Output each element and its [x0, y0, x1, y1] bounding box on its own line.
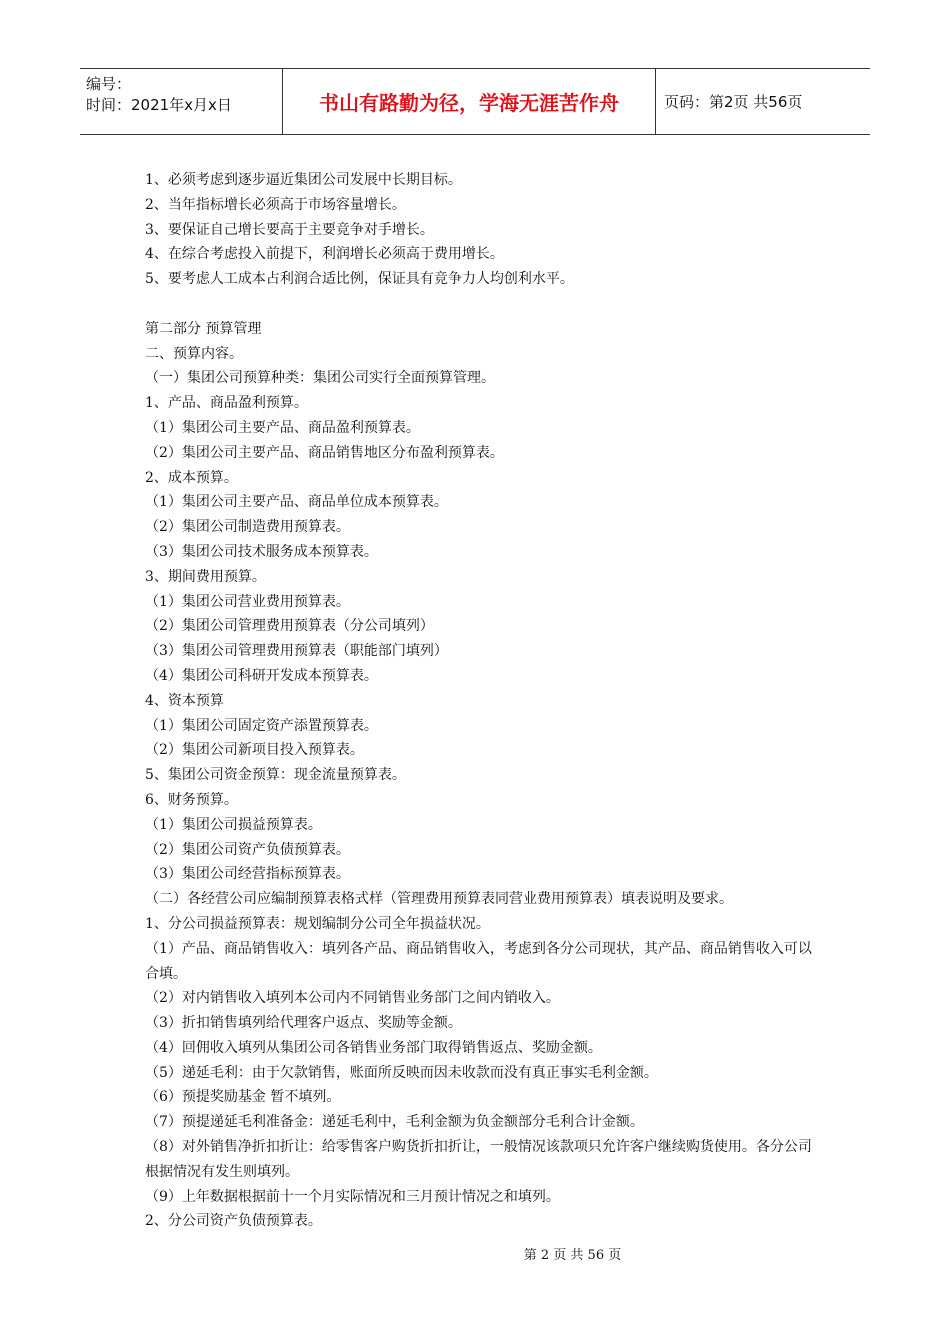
header-meta — [80, 69, 283, 134]
paragraph: （2）对内销售收入填列本公司内不同销售业务部门之间内销收入。 — [145, 990, 560, 1007]
paragraph: （2）集团公司主要产品、商品销售地区分布盈利预算表。 — [145, 444, 504, 461]
paragraph: （4）回佣收入填列从集团公司各销售业务部门取得销售返点、奖励金额。 — [145, 1039, 602, 1056]
paragraph: 4、资本预算 — [145, 692, 224, 709]
paragraph: （二）各经营公司应编制预算表格式样（管理费用预算表同营业费用预算表）填表说明及要求。 — [145, 891, 733, 908]
paragraph: （1）集团公司主要产品、商品盈利预算表。 — [145, 419, 420, 436]
paragraph: 2、成本预算。 — [145, 469, 238, 486]
paragraph: 1、产品、商品盈利预算。 — [145, 395, 308, 412]
document-body — [145, 168, 815, 1234]
paragraph: （3）折扣销售填列给代理客户返点、奖励等金额。 — [145, 1015, 462, 1032]
paragraph: 3、期间费用预算。 — [145, 568, 266, 585]
paragraph: （2）集团公司制造费用预算表。 — [145, 519, 350, 536]
header-page-info: 页码：第2页 共56页 — [664, 93, 803, 111]
spacer — [145, 292, 815, 317]
paragraph: 5、要考虑人工成本占利润合适比例，保证具有竞争力人均创利水平。 — [145, 271, 574, 288]
paragraph: （一）集团公司预算种类：集团公司实行全面预算管理。 — [145, 370, 495, 387]
paragraph: 5、集团公司资金预算：现金流量预算表。 — [145, 767, 406, 784]
paragraph: （5）递延毛利：由于欠款销售，账面所反映而因未收款而没有真正事实毛利金额。 — [145, 1064, 658, 1081]
paragraph: （1）集团公司固定资产添置预算表。 — [145, 717, 378, 734]
paragraph: （8）对外销售净折扣折让：给零售客户购货折扣折让，一般情况该款项只允许客户继续购货使用。各分公司根据情况有发生则填列。 — [145, 1139, 812, 1180]
paragraph: （3）集团公司技术服务成本预算表。 — [145, 543, 378, 560]
paragraph: 2、当年指标增长必须高于市场容量增长。 — [145, 196, 406, 213]
page-footer — [0, 1244, 950, 1263]
paragraph: （4）集团公司科研开发成本预算表。 — [145, 667, 378, 684]
document-date-label: 时间：2021年x月x日 — [86, 96, 232, 114]
document-number-label: 编号： — [86, 75, 132, 93]
paragraph: （9）上年数据根据前十一个月实际情况和三月预计情况之和填列。 — [145, 1188, 560, 1205]
paragraph: 1、分公司损益预算表：规划编制分公司全年损益状况。 — [145, 915, 490, 932]
paragraph: （1）产品、商品销售收入：填列各产品、商品销售收入，考虑到各分公司现状，其产品、商品销售收入可以合填。 — [145, 940, 812, 982]
paragraph: 二、预算内容。 — [145, 345, 243, 362]
page-header — [80, 68, 870, 135]
paragraph: （1）集团公司营业费用预算表。 — [145, 593, 350, 610]
paragraph: 1、必须考虑到逐步逼近集团公司发展中长期目标。 — [145, 172, 462, 188]
paragraph: （7）预提递延毛利准备金：递延毛利中，毛利金额为负金额部分毛利合计金额。 — [145, 1114, 644, 1131]
header-slogan: 书山有路勤为径，学海无涯苦作舟 — [283, 69, 656, 134]
paragraph: （2）集团公司新项目投入预算表。 — [145, 742, 364, 759]
paragraph: （1）集团公司损益预算表。 — [145, 816, 322, 833]
paragraph: 4、在综合考虑投入前提下，利润增长必须高于费用增长。 — [145, 246, 504, 263]
paragraph: （3）集团公司经营指标预算表。 — [145, 866, 350, 883]
paragraph: 3、要保证自己增长要高于主要竞争对手增长。 — [145, 221, 434, 238]
paragraph: （3）集团公司管理费用预算表（职能部门填列） — [145, 643, 448, 660]
paragraph: （6）预提奖励基金 暂不填列。 — [145, 1089, 341, 1106]
paragraph: 6、财务预算。 — [145, 791, 238, 808]
paragraph: （1）集团公司主要产品、商品单位成本预算表。 — [145, 494, 448, 511]
paragraph: 2、分公司资产负债预算表。 — [145, 1213, 322, 1230]
page-number: 第 2 页 共 56 页 — [523, 1248, 622, 1263]
section-heading: 第二部分 预算管理 — [145, 320, 262, 337]
paragraph: （2）集团公司管理费用预算表（分公司填列） — [145, 618, 434, 635]
paragraph: （2）集团公司资产负债预算表。 — [145, 841, 350, 858]
